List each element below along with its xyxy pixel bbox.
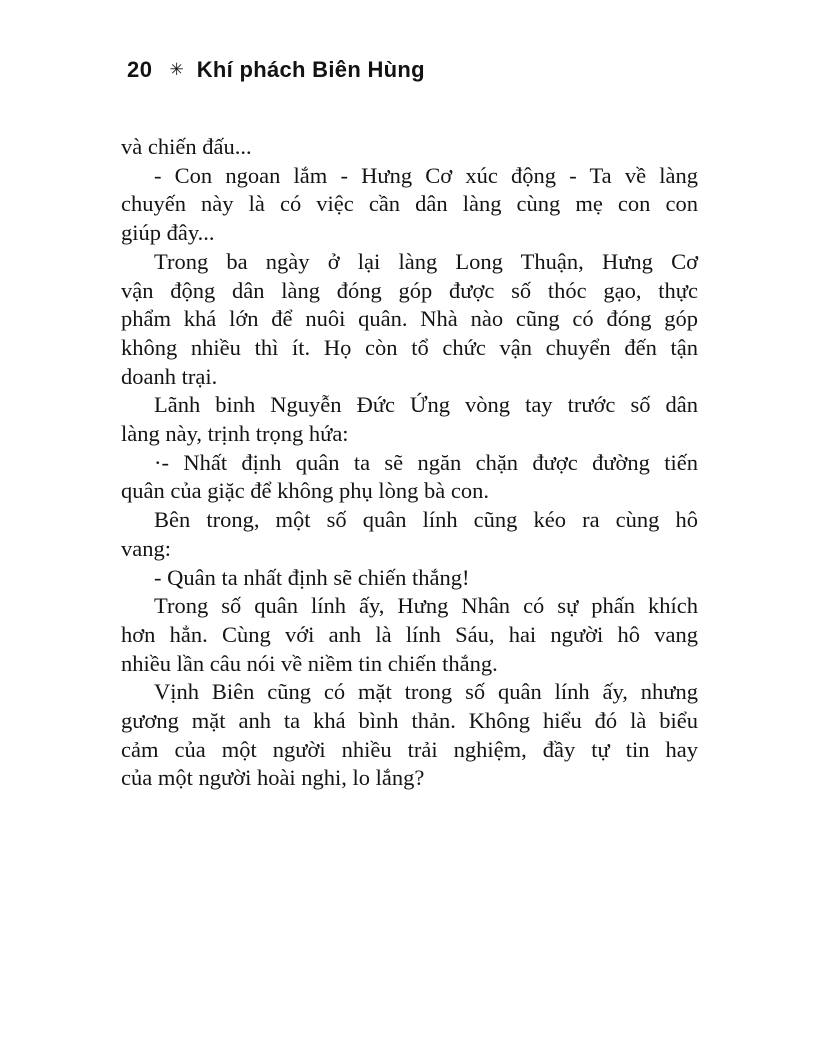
text-line: quân của giặc để không phụ lòng bà con. xyxy=(121,478,490,504)
text-line: giúp đây... xyxy=(121,220,215,246)
text-line: - Con ngoan lắm - Hưng Cơ xúc động - Ta về làng xyxy=(154,162,698,188)
text-line: của một người hoài nghi, lo lắng? xyxy=(121,765,425,791)
running-title: Khí phách Biên Hùng xyxy=(196,57,425,82)
text-line: và chiến đấu... xyxy=(121,134,252,159)
paragraph xyxy=(121,133,698,162)
text-line: ·- Nhất định quân ta sẽ ngăn chặn được đường tiến xyxy=(154,449,698,475)
text-line: Trong ba ngày ở lại làng Long Thuận, Hưng Cơ xyxy=(154,248,698,274)
text-line: gương mặt anh ta khá bình thản. Không hiểu đó là biểu xyxy=(121,708,698,734)
paragraph xyxy=(121,592,698,678)
paragraph xyxy=(121,564,698,593)
text-line: doanh trại. xyxy=(121,363,218,389)
page-number: 20 xyxy=(127,57,153,82)
text-line: chuyến này là có việc cần dân làng cùng mẹ con con xyxy=(121,191,698,217)
text-line: phẩm khá lớn để nuôi quân. Nhà nào cũng có đóng góp xyxy=(121,306,698,332)
text-line: hơn hẳn. Cùng với anh là lính Sáu, hai người hô vang xyxy=(121,621,698,647)
text-line: Bên trong, một số quân lính cũng kéo ra cùng hô xyxy=(154,507,698,533)
paragraph xyxy=(121,449,698,506)
text-line: Trong số quân lính ấy, Hưng Nhân có sự phấn khích xyxy=(154,593,698,619)
text-line: Lãnh binh Nguyễn Đức Ứng vòng tay trước số dân xyxy=(154,392,698,418)
text-line: nhiều lần câu nói về niềm tin chiến thắng. xyxy=(121,650,498,676)
paragraph xyxy=(121,162,698,248)
text-line: - Quân ta nhất định sẽ chiến thắng! xyxy=(154,564,470,590)
paragraph xyxy=(121,248,698,392)
paragraph xyxy=(121,678,698,793)
page-header xyxy=(127,57,425,83)
text-line: làng này, trịnh trọng hứa: xyxy=(121,421,349,447)
text-line: vang: xyxy=(121,535,171,561)
body-text xyxy=(121,133,698,793)
text-line: vận động dân làng đóng góp được số thóc gạo, thực xyxy=(121,277,698,303)
paragraph xyxy=(121,391,698,448)
text-line: Vịnh Biên cũng có mặt trong số quân lính ấy, nhưng xyxy=(154,679,698,705)
paragraph xyxy=(121,506,698,563)
text-line: không nhiều thì ít. Họ còn tổ chức vận chuyển đến tận xyxy=(121,334,698,360)
asterisk-icon: ✳ xyxy=(169,60,184,79)
text-line: cảm của một người nhiều trải nghiệm, đầy tự tin hay xyxy=(121,736,698,762)
